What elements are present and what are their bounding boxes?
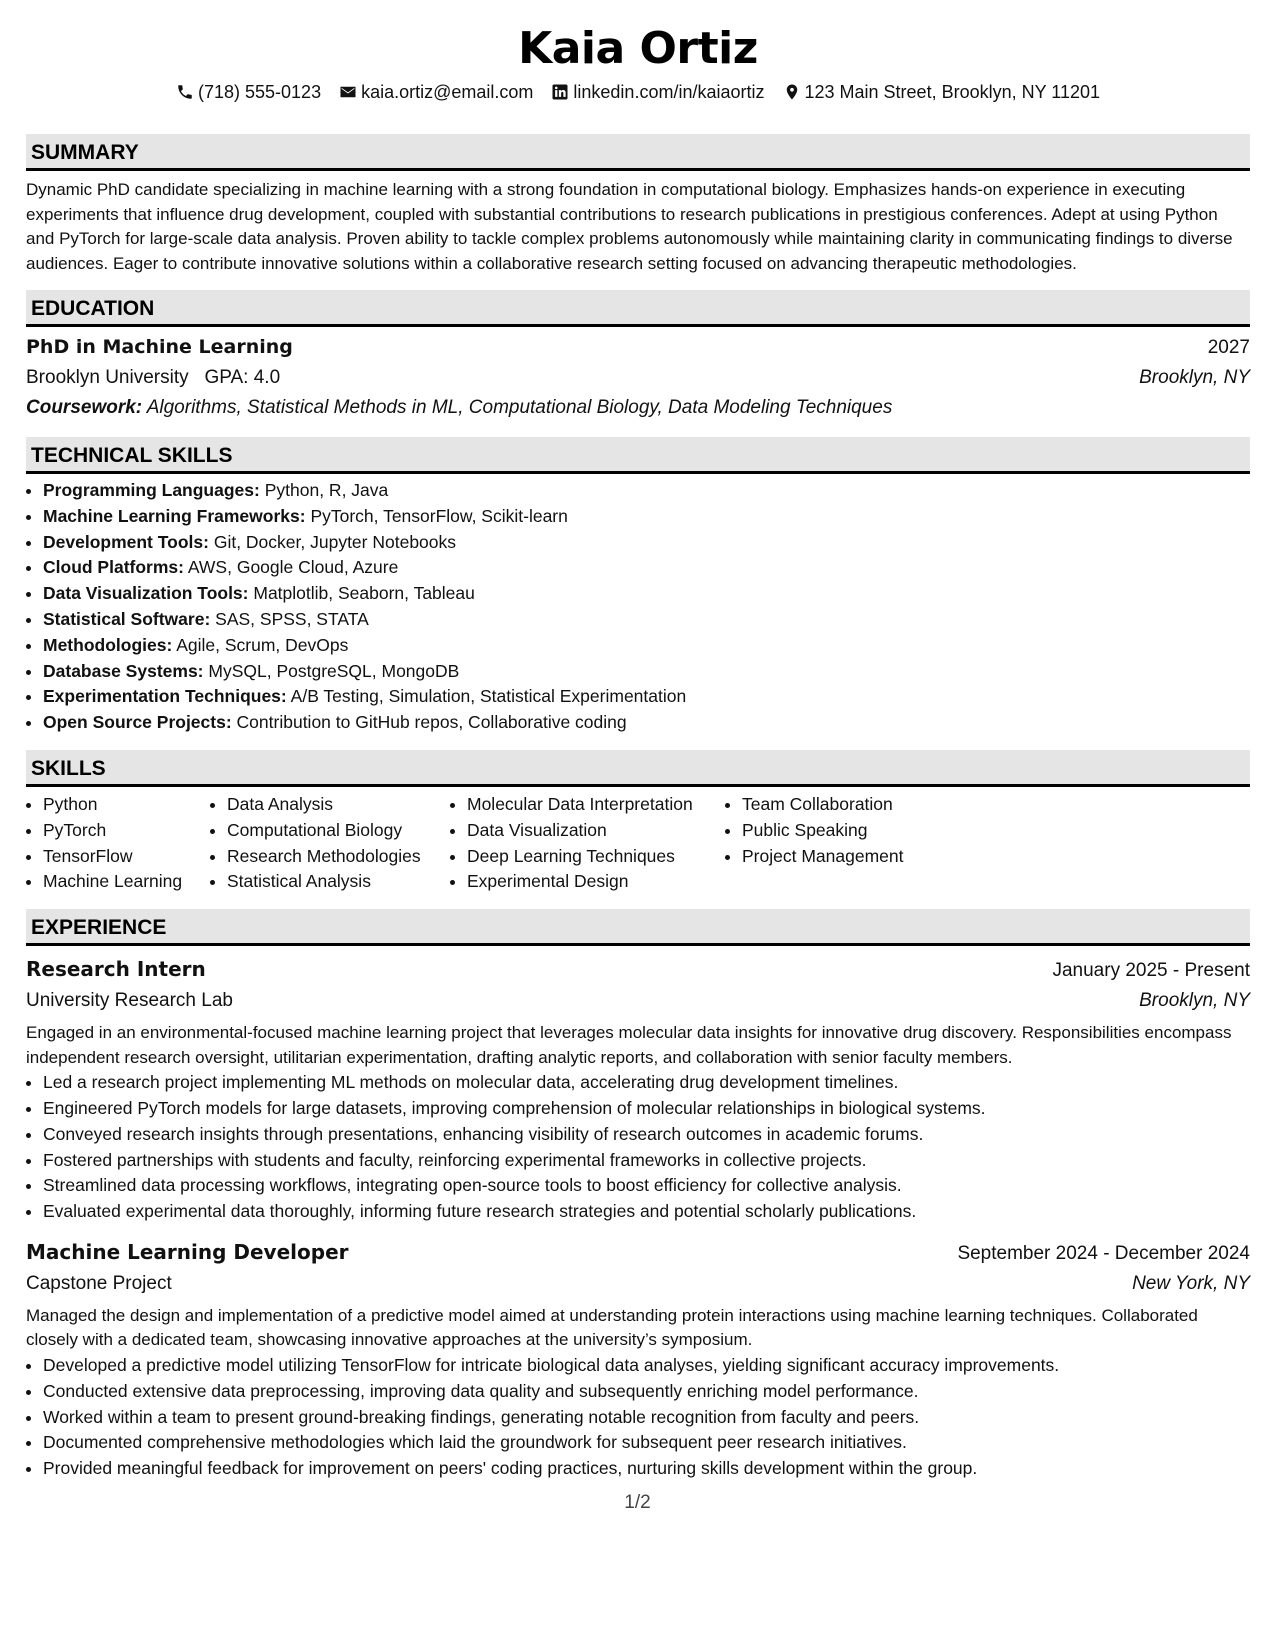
skills-column-4	[725, 792, 982, 895]
skill-category: Open Source Projects:	[43, 712, 232, 733]
skill-values: Contribution to GitHub repos, Collaborative coding	[236, 712, 627, 733]
job-org-row	[26, 1269, 1250, 1299]
education-row-degree	[26, 333, 1250, 363]
skill-category: Programming Languages:	[43, 480, 260, 500]
coursework-label: Coursework:	[26, 397, 143, 418]
phone-icon	[176, 83, 194, 101]
list-item: • Evaluated experimental data thoroughly, informing future research strategies and potential scholarly publications.	[43, 1199, 1250, 1225]
experience-heading: EXPERIENCE	[26, 909, 1250, 946]
technical-skills-list	[26, 478, 1250, 736]
contact-email	[339, 80, 533, 104]
job-org-row	[26, 986, 1250, 1016]
job-entry	[26, 1237, 1250, 1482]
school-location: Brooklyn, NY	[1139, 367, 1250, 388]
list-item: • Data Visualization	[467, 818, 725, 844]
email-link[interactable]: kaia.ortiz@email.com	[361, 82, 534, 102]
list-item	[43, 710, 1250, 736]
technical-skills-section	[26, 437, 1250, 736]
summary-heading: SUMMARY	[26, 134, 1250, 171]
job-title: Machine Learning Developer	[26, 1239, 349, 1264]
job-organization: Capstone Project	[26, 1272, 172, 1294]
gpa: GPA: 4.0	[204, 367, 281, 388]
list-item: • Conducted extensive data preprocessing, improving data quality and subsequently enriching model performance.	[43, 1379, 1250, 1405]
skill-values: Python, R, Java	[264, 480, 389, 500]
list-item: • Worked within a team to present ground-breaking findings, generating notable recognition from faculty and peers.	[43, 1405, 1250, 1431]
skills-grid	[26, 792, 1250, 895]
list-item: • Research Methodologies	[227, 844, 450, 870]
skill-category: Data Visualization Tools:	[43, 583, 249, 604]
job-description: Engaged in an environmental-focused machine learning project that leverages molecular data insights for innovative drug discovery. Responsibilities encompass independent research oversight, utilitarian experimentation, drafting analytic reports, and collaboration with senior faculty members.	[26, 1023, 1232, 1067]
skill-category: Development Tools:	[43, 531, 209, 552]
list-item: • Machine Learning	[43, 869, 210, 895]
list-item: • Team Collaboration	[742, 792, 982, 818]
job-location: Brooklyn, NY	[1139, 990, 1250, 1012]
experience-section	[26, 909, 1250, 1482]
coursework-line	[26, 393, 1250, 423]
skills-section	[26, 750, 1250, 895]
list-item: • Public Speaking	[742, 818, 982, 844]
list-item: • Documented comprehensive methodologies which laid the groundwork for subsequent peer research initiatives.	[43, 1430, 1250, 1456]
list-item: • Molecular Data Interpretation	[467, 792, 725, 818]
skill-values: Git, Docker, Jupyter Notebooks	[213, 531, 457, 552]
job-dates: September 2024 - December 2024	[957, 1242, 1250, 1264]
contact-bar	[26, 80, 1250, 104]
list-item: • Engineered PyTorch models for large datasets, improving comprehension of molecular relationships in biological systems.	[43, 1096, 1250, 1122]
list-item: • Deep Learning Techniques	[467, 844, 725, 870]
skill-values: Matplotlib, Seaborn, Tableau	[253, 583, 475, 604]
list-item: • Fostered partnerships with students and faculty, reinforcing experimental frameworks in collective projects.	[43, 1148, 1250, 1174]
contact-linkedin	[551, 80, 764, 104]
skills-heading: SKILLS	[26, 750, 1250, 787]
list-item	[43, 478, 1250, 504]
school-name: Brooklyn University	[26, 367, 189, 388]
list-item: • Developed a predictive model utilizing TensorFlow for intricate biological data analyses, yielding significant accuracy improvements.	[43, 1353, 1250, 1379]
list-item	[43, 530, 1250, 556]
job-organization: University Research Lab	[26, 990, 233, 1012]
list-item: • Project Management	[742, 844, 982, 870]
contact-phone	[176, 80, 321, 104]
list-item	[43, 633, 1250, 659]
skill-values: MySQL, PostgreSQL, MongoDB	[208, 660, 460, 681]
skill-values: A/B Testing, Simulation, Statistical Experimentation	[290, 686, 687, 707]
job-title-row	[26, 954, 1250, 986]
skills-column-3	[450, 792, 725, 895]
list-item: • Experimental Design	[467, 869, 725, 895]
job-dates: January 2025 - Present	[1052, 960, 1250, 982]
list-item	[43, 504, 1250, 530]
graduation-year: 2027	[1207, 337, 1250, 358]
map-marker-icon	[783, 83, 801, 101]
job-description: Managed the design and implementation of a predictive model aimed at understanding protein interactions using machine learning techniques. Collaborated closely with a dedicated team, showcasing innovative approaches at the university’s symposium.	[26, 1305, 1198, 1350]
phone-text[interactable]: (718) 555-0123	[197, 82, 322, 102]
list-item: • Conveyed research insights through presentations, enhancing visibility of research outcomes in academic forums.	[43, 1122, 1250, 1148]
list-item: • Statistical Analysis	[227, 869, 450, 895]
skill-category: Experimentation Techniques:	[43, 686, 287, 707]
skills-column-2	[210, 792, 450, 895]
coursework-list: Algorithms, Statistical Methods in ML, Computational Biology, Data Modeling Techniques	[146, 397, 893, 418]
summary-text: Dynamic PhD candidate specializing in machine learning with a strong foundation in computational biology. Emphasizes hands-on experience in executing experiments that influence drug development, coupled with substantial contributions to research publications in prestigious conferences. Adept at using Python and PyTorch for large-scale data analysis. Proven ability to tackle complex problems autonomously while maintaining clarity in communicating findings to diverse audiences. Eager to contribute innovative solutions within a collaborative research setting focused on advancing therapeutic methodologies.	[26, 180, 1233, 273]
linkedin-icon	[551, 83, 569, 101]
envelope-icon	[339, 83, 357, 101]
page-number: 1/2	[624, 1492, 651, 1513]
skill-category: Cloud Platforms:	[43, 557, 184, 578]
job-bullets	[26, 1070, 1250, 1225]
list-item: • Python	[43, 792, 210, 818]
skill-category: Database Systems:	[43, 660, 204, 681]
list-item: • PyTorch	[43, 818, 210, 844]
education-row-school	[26, 363, 1250, 393]
list-item: • TensorFlow	[43, 844, 210, 870]
job-entry	[26, 954, 1250, 1225]
skill-category: Statistical Software:	[43, 608, 211, 629]
resume-page	[26, 22, 1250, 1482]
skill-values: SAS, SPSS, STATA	[215, 608, 369, 629]
school-info	[26, 363, 280, 393]
address-text: 123 Main Street, Brooklyn, NY 11201	[804, 82, 1101, 102]
list-item	[43, 659, 1250, 685]
job-title: Research Intern	[26, 957, 206, 982]
education-heading: EDUCATION	[26, 290, 1250, 327]
list-item	[43, 607, 1250, 633]
list-item	[43, 581, 1250, 607]
skill-category: Machine Learning Frameworks:	[43, 505, 306, 526]
skill-values: PyTorch, TensorFlow, Scikit-learn	[310, 505, 568, 526]
job-bullets	[26, 1353, 1250, 1482]
technical-skills-heading: TECHNICAL SKILLS	[26, 437, 1250, 474]
list-item	[43, 684, 1250, 710]
skill-values: AWS, Google Cloud, Azure	[187, 557, 399, 578]
skill-category: Methodologies:	[43, 634, 173, 655]
skill-values: Agile, Scrum, DevOps	[176, 634, 349, 655]
linkedin-link[interactable]: linkedin.com/in/kaiaortiz	[573, 82, 765, 102]
job-location: New York, NY	[1132, 1272, 1250, 1294]
job-title-row	[26, 1237, 1250, 1269]
contact-address	[783, 80, 1101, 104]
list-item: • Led a research project implementing ML methods on molecular data, accelerating drug development timelines.	[43, 1070, 1250, 1096]
degree-title: PhD in Machine Learning	[26, 336, 293, 358]
list-item	[43, 555, 1250, 581]
list-item: • Computational Biology	[227, 818, 450, 844]
list-item: • Data Analysis	[227, 792, 450, 818]
candidate-name: Kaia Ortiz	[518, 23, 758, 74]
skills-column-1	[26, 792, 210, 895]
education-section	[26, 290, 1250, 423]
list-item: • Provided meaningful feedback for improvement on peers' coding practices, nurturing skills development within the group.	[43, 1456, 1250, 1482]
list-item: • Streamlined data processing workflows, integrating open-source tools to boost efficiency for collective analysis.	[43, 1173, 1250, 1199]
summary-section	[26, 134, 1250, 276]
